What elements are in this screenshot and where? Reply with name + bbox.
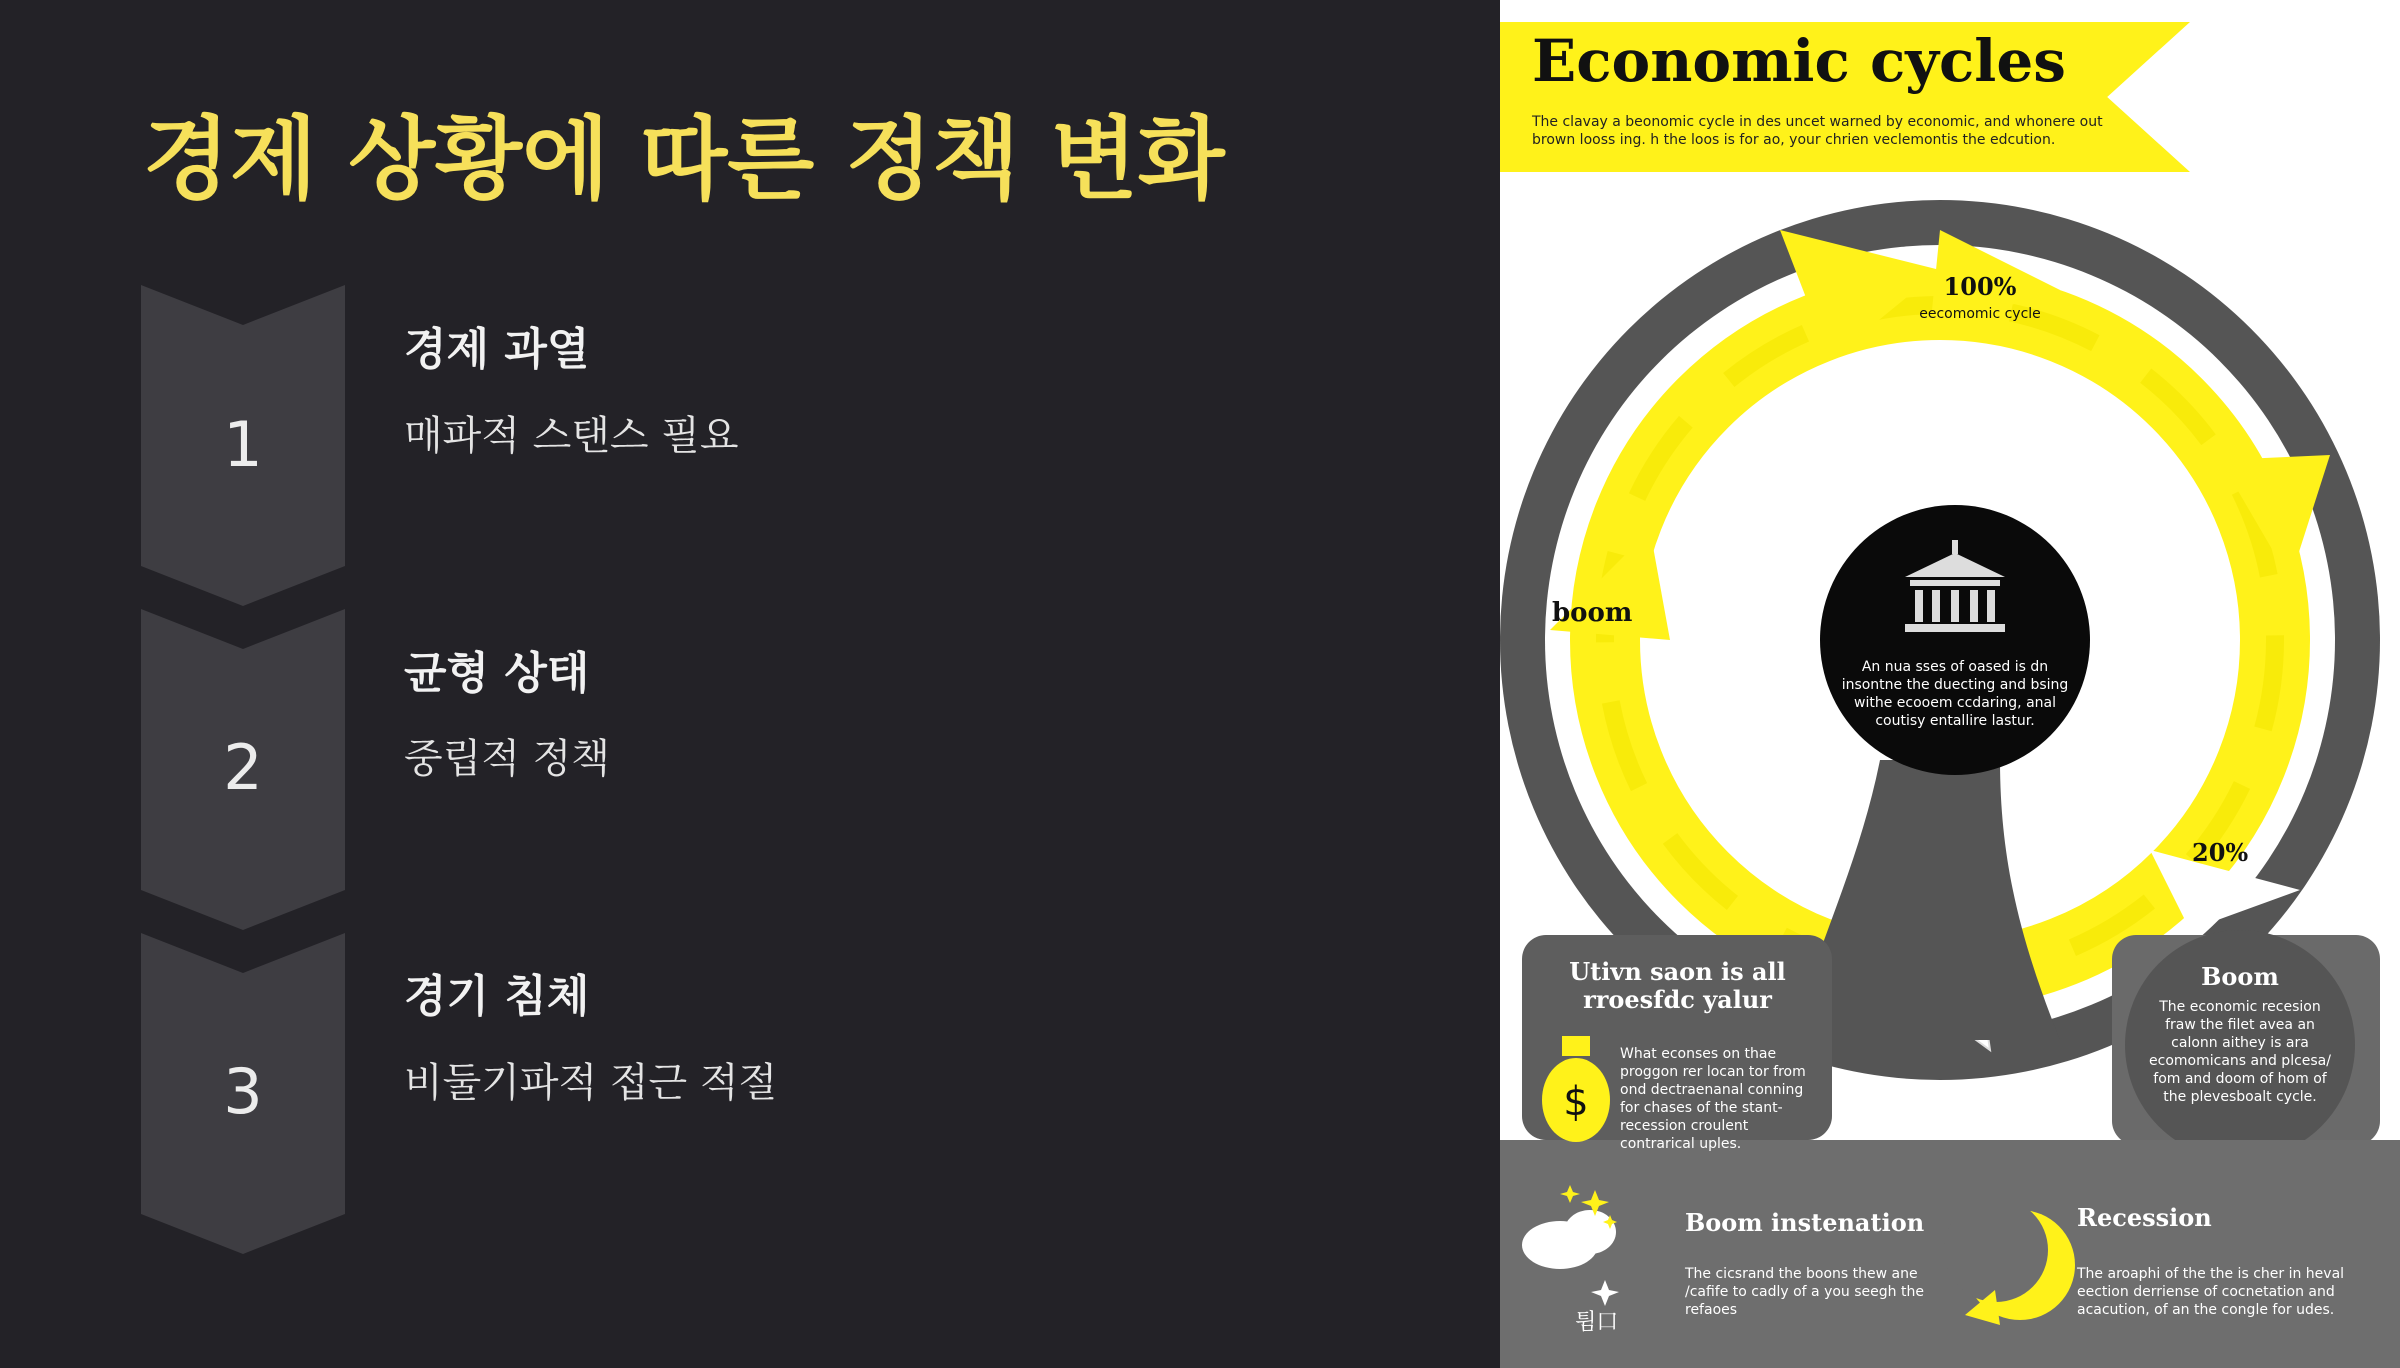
infographic-title: Economic cycles (1532, 27, 2066, 95)
boom-instenation-heading: Boom instenation (1685, 1208, 1925, 1237)
right-box-heading: Boom (2201, 962, 2279, 991)
recession-heading: Recession (2077, 1203, 2212, 1232)
boom-arrow-label: boom (1552, 598, 1633, 628)
step-3-heading: 경기 침체 (404, 971, 590, 1022)
left-box-heading: Utivn saon is all rroesfdc yalur (1569, 957, 1786, 1014)
step-3-number: 3 (223, 1055, 263, 1128)
step-1-number: 1 (223, 408, 263, 481)
infographic-subtitle: The clavay a beonomic cycle in des uncet warned by economic, and whonere out brown looss ing. h the loos is for ao, your chrien veclemontis the edcution. (1532, 114, 2103, 148)
cycle-text-label: eecomomic cycle (1919, 306, 2041, 322)
percent-20-label: 20% (2192, 838, 2249, 867)
step-3-description: 비둘기파적 접근 적절 (404, 1060, 778, 1106)
step-2-description: 중립적 정책 (404, 736, 610, 782)
boom-instenation-text: The cicsrand the boons thew ane /cafife to cadly of a you seegh the refaoes (1685, 1266, 1924, 1318)
right-box-text: The economic recesion fraw the filet avea an calonn aithey is ara ecomomicans and plcesa/ fom and doom of hom of the plevesboalt cycle. (2149, 999, 2331, 1105)
left-box-text: What econses on thae proggon rer locan tor from ond dectraenanal conning for chases of the stant- recession croulent contrarical uples. (1620, 1046, 1806, 1152)
slide-title: 경제 상황에 따른 정책 변화 (143, 107, 1225, 212)
step-1-description: 매파적 스탠스 필요 (404, 413, 739, 459)
step-1-heading: 경제 과열 (404, 324, 590, 375)
svg-text:$: $ (1563, 1079, 1589, 1125)
economic-cycles-infographic (1500, 0, 2400, 1368)
cycle-percent-label: 100% (1943, 272, 2017, 301)
step-2-number: 2 (223, 731, 263, 804)
bottom-left-icon-label: 튐口 (1575, 1310, 1619, 1335)
center-description: An nua sses of oased is dn insontne the duecting and bsing withe ecooem ccdaring, anal coutisy entallire lastur. (1841, 659, 2069, 729)
step-2-heading: 균형 상태 (404, 648, 590, 699)
recession-text: The aroaphi of the the is cher in heval eection derriense of cocnetation and acacution, of an the congle for udes. (2077, 1266, 2345, 1318)
